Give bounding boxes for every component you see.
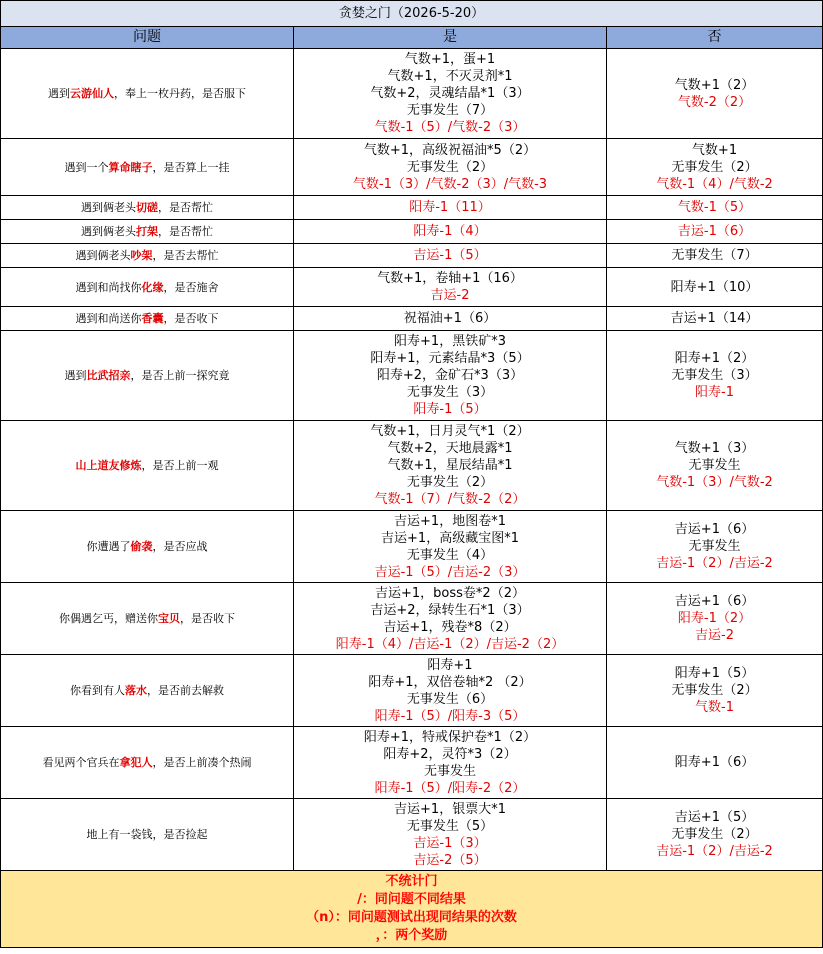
no-result-line: 气数-1（5） [677,200,752,215]
yes-result-line: 阳寿-1（4） [413,224,487,239]
yes-cell [294,331,607,421]
header-question: 问题 [1,27,294,49]
question-cell [1,196,294,220]
question-text: 遇到俩老头 [81,225,136,238]
yes-cell [294,511,607,583]
no-result-line: 无事发生（7） [671,248,758,263]
table-row [1,511,823,583]
yes-result-line: 气数+2，灵魂结晶*1（3） [370,86,530,101]
question-keyword: 比武招亲 [86,369,131,382]
question-cell [1,307,294,331]
yes-result-line: 无事发生（5） [406,818,494,834]
question-text: 遇到 [64,369,87,382]
question-text: ，是否应战 [152,540,208,553]
no-result-line: 吉运+1（6） [674,594,755,609]
header-row [1,27,823,49]
yes-cell [294,421,607,511]
yes-result-line: 气数+1，日月灵气*1（2） [370,424,530,439]
no-result-line: 阳寿+1（2） [674,351,755,366]
question-text: 遇到俩老头 [81,201,136,214]
yes-result-line: 阳寿+2，金矿石*3（3） [376,368,524,383]
yes-result-line: 气数-1（7）/气数-2（2） [374,492,526,507]
no-cell [607,421,823,511]
table-row [1,421,823,511]
legend-cell [1,871,823,948]
question-cell [1,727,294,799]
question-keyword: 云游仙人 [70,87,114,100]
table-row [1,655,823,727]
yes-cell [294,307,607,331]
question-keyword: 吵架 [130,249,153,262]
yes-result-line: 气数+1，蛋+1 [404,52,496,67]
question-cell [1,49,294,139]
yes-result-line: 气数+2，天地晨露*1 [387,441,513,456]
yes-result-line: 气数-1（5）/气数-2（3） [374,120,526,135]
question-text: ，是否去帮忙 [152,249,219,262]
yes-cell [294,49,607,139]
yes-result-line: 吉运+1，boss卷*2（2） [375,585,525,601]
no-result-line: 气数+1（2） [674,77,755,93]
question-text: 遇到一个 [64,160,109,174]
no-cell [607,799,823,871]
header-no: 否 [607,27,823,49]
legend-line: （n）：同问题测试出现同结果的次数 [306,910,517,925]
yes-cell [294,220,607,244]
no-result-line: 无事发生（2） [671,159,758,175]
no-result-line: 阳寿+1（6） [674,755,755,770]
question-text: ，是否算上一挂 [152,160,230,174]
question-keyword: 香囊 [141,312,164,325]
question-keyword: 化缘 [141,280,164,294]
question-text: 地上有一袋钱，是否捡起 [86,828,208,841]
no-result-line: 吉运+1（5） [674,810,755,825]
yes-cell [294,196,607,220]
question-keyword: 算命瞎子 [108,160,153,174]
yes-result-line: 阳寿+1，特戒保护卷*1（2） [363,729,537,745]
no-result-line: 气数+1（3） [674,441,755,456]
table-row [1,583,823,655]
no-cell [607,331,823,421]
question-keyword: 偷袭 [130,540,153,553]
question-text: 遇到俩老头 [75,249,131,262]
legend-line: /：同问题不同结果 [357,892,466,907]
table-row [1,727,823,799]
yes-result-line: 阳寿+1 [427,657,473,673]
question-cell [1,655,294,727]
yes-result-line: 吉运+2，绿转生石*1（3） [370,602,530,618]
yes-cell [294,139,607,196]
yes-result-line: 吉运-1（5）/吉运-2（3） [374,564,526,580]
question-text: ，是否上前凑个热闹 [152,756,252,769]
no-result-line: 吉运-2 [695,628,734,643]
question-text: ，是否收下 [180,612,235,625]
question-keyword: 山上道友修炼 [75,459,142,472]
question-text: ，是否上前一探究竟 [130,369,230,382]
no-result-line: 阳寿+1（10） [670,279,759,295]
yes-result-line: 吉运+1，高级藏宝图*1 [381,530,519,546]
no-result-line: 吉运+1（14） [670,311,759,326]
legend-row [1,871,823,948]
question-cell [1,139,294,196]
no-cell [607,727,823,799]
no-result-line: 无事发生 [688,539,741,554]
no-result-line: 吉运+1（6） [674,522,755,537]
yes-result-line: 阳寿+1，黑铁矿*3 [394,334,506,349]
yes-result-line: 吉运+1，地图卷*1 [394,513,506,529]
no-cell [607,139,823,196]
no-cell [607,511,823,583]
no-result-line: 阳寿-1 [695,385,734,400]
yes-result-line: 无事发生（2） [406,159,494,175]
yes-result-line: 气数+1，星辰结晶*1 [387,458,513,473]
yes-cell [294,799,607,871]
no-cell [607,49,823,139]
question-text: 遇到和尚送你 [75,312,142,325]
yes-result-line: 阳寿+1，元素结晶*3（5） [370,351,530,366]
no-result-line: 无事发生（2） [671,683,758,698]
no-result-line: 无事发生（3） [671,368,758,383]
yes-result-line: 阳寿-1（5）/阳寿-3（5） [374,708,526,724]
yes-result-line: 阳寿+1，双倍卷轴*2 （2） [368,674,532,690]
yes-result-line: 气数+1，卷轴+1（16） [377,271,523,286]
no-cell [607,583,823,655]
yes-result-line: 阳寿-1（4）/吉运-1（2）/吉运-2（2） [335,636,565,652]
yes-result-line: 无事发生（7） [406,103,494,118]
table-row [1,268,823,307]
yes-cell [294,268,607,307]
question-cell [1,583,294,655]
no-cell [607,655,823,727]
table-row [1,799,823,871]
yes-result-line: 气数+1，不灭灵剂*1 [387,69,513,84]
yes-cell [294,583,607,655]
question-text: ，是否收下 [163,312,219,325]
no-result-line: 阳寿+1（5） [674,666,755,681]
yes-result-line: 吉运+1，残卷*8（2） [383,619,517,635]
sheet-title: 贪婪之门（2026-5-20） [1,1,823,27]
question-text: 遇到和尚找你 [75,280,142,294]
question-text: ，是否上前一观 [141,459,219,472]
question-cell [1,220,294,244]
question-text: 看见两个官兵在 [42,756,120,769]
yes-cell [294,655,607,727]
no-result-line: 气数-1（3）/气数-2 [656,475,773,490]
yes-result-line: 无事发生（4） [406,547,494,563]
question-text: 你遭遇了 [86,540,131,553]
yes-result-line: 吉运-1（3） [413,835,487,851]
legend-line: ，：两个奖励 [375,928,448,943]
no-result-line: 阳寿-1（2） [677,611,752,626]
yes-result-line: 阳寿-1（5）/阳寿-2（2） [374,780,526,796]
yes-result-line: 无事发生 [423,763,476,779]
question-keyword: 切磋 [136,201,158,214]
yes-result-line: 阳寿+2，灵符*3（2） [383,746,517,762]
yes-result-line: 祝福油+1（6） [403,311,497,326]
yes-result-line: 阳寿-1（11） [409,200,491,215]
no-cell [607,307,823,331]
table-row [1,331,823,421]
question-cell [1,421,294,511]
yes-result-line: 无事发生（6） [406,691,494,707]
yes-result-line: 吉运+1，银票大*1 [394,801,506,817]
question-keyword: 宝贝 [158,612,180,625]
no-result-line: 无事发生（2） [671,827,758,842]
table-row [1,220,823,244]
title-row [1,1,823,27]
no-result-line: 无事发生 [688,458,741,473]
legend-line: 不统计门 [385,874,438,889]
question-cell [1,511,294,583]
no-result-line: 气数+1 [691,142,738,158]
no-cell [607,268,823,307]
table-row [1,196,823,220]
question-text: 你看到有人 [70,684,125,697]
question-cell [1,331,294,421]
question-text: ，是否施舍 [163,280,219,294]
question-text: ，是否帮忙 [158,225,213,238]
yes-result-line: 无事发生（2） [406,475,494,490]
question-cell [1,268,294,307]
table-row [1,244,823,268]
question-keyword: 打架 [136,225,158,238]
question-cell [1,244,294,268]
yes-result-line: 气数+1，高级祝福油*5（2） [363,142,537,158]
yes-cell [294,727,607,799]
no-result-line: 气数-1（4）/气数-2 [656,176,773,192]
question-text: ，是否前去解救 [147,684,224,697]
question-text: ，奉上一枚丹药，是否服下 [114,87,246,100]
no-result-line: 吉运-1（2）/吉运-2 [656,556,773,571]
question-text: 遇到 [48,87,70,100]
yes-result-line: 吉运-2 [430,288,470,303]
no-result-line: 气数-2（2） [677,94,752,110]
question-keyword: 拿犯人 [119,756,153,769]
question-text: ，是否帮忙 [158,201,213,214]
table-row [1,139,823,196]
no-result-line: 吉运-1（2）/吉运-2 [656,844,773,859]
no-result-line: 吉运-1（6） [677,224,752,239]
table-row [1,49,823,139]
yes-result-line: 吉运-1（5） [413,248,487,263]
yes-result-line: 气数-1（3）/气数-2（3）/气数-3 [352,176,548,192]
question-cell [1,799,294,871]
yes-cell [294,244,607,268]
no-cell [607,220,823,244]
table-row [1,307,823,331]
no-result-line: 气数-1 [695,700,734,715]
no-cell [607,196,823,220]
no-cell [607,244,823,268]
yes-result-line: 阳寿-1（5） [413,402,487,417]
header-yes: 是 [294,27,607,49]
yes-result-line: 无事发生（3） [406,385,494,400]
question-keyword: 落水 [125,684,147,697]
yes-result-line: 吉运-2（5） [413,852,487,868]
question-text: 你偶遇乞丐，赠送你 [59,612,158,625]
